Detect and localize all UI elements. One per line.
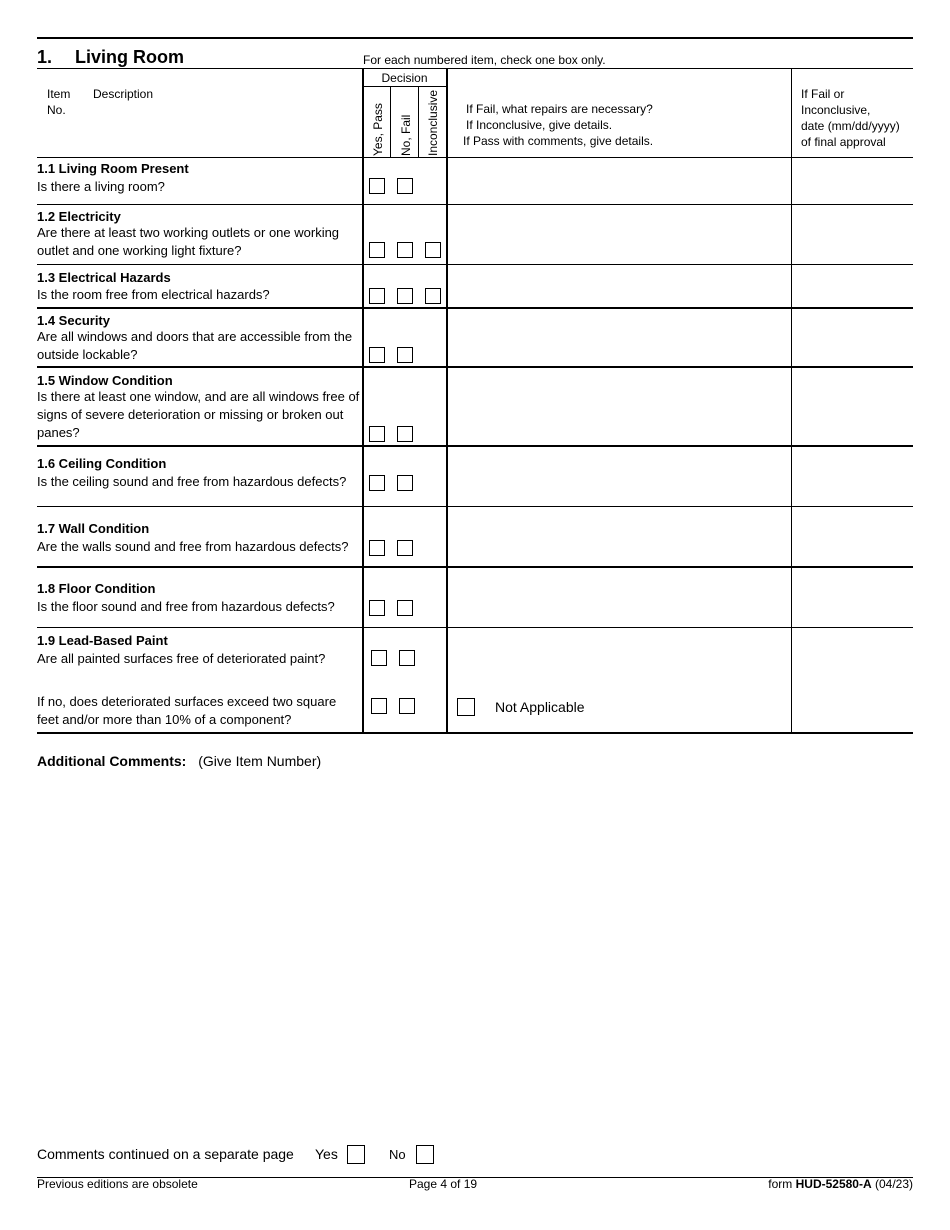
- additional-comments-area[interactable]: [37, 775, 913, 1125]
- item-1-3-inconclusive-checkbox[interactable]: [425, 288, 441, 304]
- item-1-5-no-checkbox[interactable]: [397, 426, 413, 442]
- item-1-9-followup: If no, does deteriorated surfaces exceed two square feet and/or more than 10% of a component?: [37, 694, 337, 727]
- continued-no-checkbox[interactable]: [416, 1145, 434, 1164]
- item-1-9-no-checkbox[interactable]: [399, 650, 415, 666]
- item-1-1-no-checkbox[interactable]: [397, 178, 413, 194]
- item-1-1-yes-checkbox[interactable]: [369, 178, 385, 194]
- header-date: If Fail or Inconclusive, date (mm/dd/yyyy) of final approval: [801, 87, 900, 149]
- header-decision: Decision: [381, 71, 428, 85]
- item-1-3-no-checkbox[interactable]: [397, 288, 413, 304]
- item-1-6: [37, 456, 361, 491]
- item-1-4: [37, 313, 361, 364]
- item-question: Is there a living room?: [37, 179, 165, 194]
- not-applicable-checkbox[interactable]: [457, 698, 475, 716]
- item-title: 1.9 Lead-Based Paint: [37, 633, 168, 648]
- section-instruction: For each numbered item, check one box only.: [363, 53, 606, 67]
- item-1-6-no-checkbox[interactable]: [397, 475, 413, 491]
- item-1-5: [37, 373, 361, 442]
- continued-yes-label: Yes: [315, 1146, 338, 1162]
- continued-no-label: No: [389, 1147, 406, 1162]
- header-description: Description: [93, 87, 154, 101]
- item-title: 1.2 Electricity: [37, 209, 121, 224]
- item-question: Are all windows and doors that are accessible from the outside lockable?: [37, 329, 353, 362]
- item-question: Are the walls sound and free from hazardous defects?: [37, 539, 349, 554]
- section-title: Living Room: [75, 47, 184, 67]
- additional-comments-label: Additional Comments:: [37, 753, 187, 769]
- item-1-9-followup-no-checkbox[interactable]: [399, 698, 415, 714]
- item-title: 1.8 Floor Condition: [37, 581, 156, 596]
- section-number: 1.: [37, 47, 53, 67]
- footer-page: Page 4 of 19: [409, 1177, 478, 1191]
- item-title: 1.4 Security: [37, 313, 110, 328]
- item-title: 1.1 Living Room Present: [37, 161, 189, 176]
- item-1-6-yes-checkbox[interactable]: [369, 475, 385, 491]
- header-repairs: If Fail, what repairs are necessary? If Inconclusive, give details. If Pass with comments, give details.: [463, 102, 654, 148]
- item-question: Is the room free from electrical hazards?: [37, 287, 270, 302]
- item-1-2-no-checkbox[interactable]: [397, 242, 413, 258]
- footer-obsolete: Previous editions are obsolete: [37, 1177, 198, 1191]
- footer-form: form HUD-52580-A (04/23): [768, 1177, 913, 1191]
- header-col-inconclusive: Inconclusive: [426, 89, 440, 156]
- item-question: Is the floor sound and free from hazardous defects?: [37, 599, 335, 614]
- item-1-2: [37, 209, 361, 260]
- item-1-7-yes-checkbox[interactable]: [369, 540, 385, 556]
- item-1-9: [37, 633, 361, 668]
- item-1-2-inconclusive-checkbox[interactable]: [425, 242, 441, 258]
- item-title: 1.3 Electrical Hazards: [37, 270, 171, 285]
- comments-continued-label: Comments continued on a separate page: [37, 1146, 294, 1162]
- item-1-9-followup-yes-checkbox[interactable]: [371, 698, 387, 714]
- item-question: Are all painted surfaces free of deteriorated paint?: [37, 651, 326, 666]
- header-col-no: No, Fail: [399, 114, 413, 156]
- continued-yes-checkbox[interactable]: [347, 1145, 365, 1164]
- item-1-4-yes-checkbox[interactable]: [369, 347, 385, 363]
- header-col-yes: Yes, Pass: [371, 103, 385, 156]
- item-1-7: [37, 521, 361, 556]
- item-1-8: [37, 581, 361, 616]
- item-1-5-yes-checkbox[interactable]: [369, 426, 385, 442]
- item-question: Is there at least one window, and are all windows free of signs of severe deterioration or missing or broken out panes?: [37, 389, 360, 440]
- item-question: Are there at least two working outlets or one working outlet and one working light fixture?: [37, 225, 340, 258]
- item-1-2-yes-checkbox[interactable]: [369, 242, 385, 258]
- item-1-3-yes-checkbox[interactable]: [369, 288, 385, 304]
- item-1-3: [37, 270, 361, 304]
- header-item-no: Item No.: [47, 87, 71, 117]
- not-applicable-label: Not Applicable: [495, 699, 585, 715]
- item-title: 1.6 Ceiling Condition: [37, 456, 167, 471]
- item-1-8-no-checkbox[interactable]: [397, 600, 413, 616]
- item-1-8-yes-checkbox[interactable]: [369, 600, 385, 616]
- item-1-9-yes-checkbox[interactable]: [371, 650, 387, 666]
- additional-comments: [37, 753, 321, 769]
- item-1-7-no-checkbox[interactable]: [397, 540, 413, 556]
- item-title: 1.7 Wall Condition: [37, 521, 150, 536]
- item-1-1: [37, 161, 361, 196]
- item-question: Is the ceiling sound and free from hazardous defects?: [37, 474, 347, 489]
- item-title: 1.5 Window Condition: [37, 373, 173, 388]
- additional-comments-hint: (Give Item Number): [198, 753, 322, 769]
- item-1-4-no-checkbox[interactable]: [397, 347, 413, 363]
